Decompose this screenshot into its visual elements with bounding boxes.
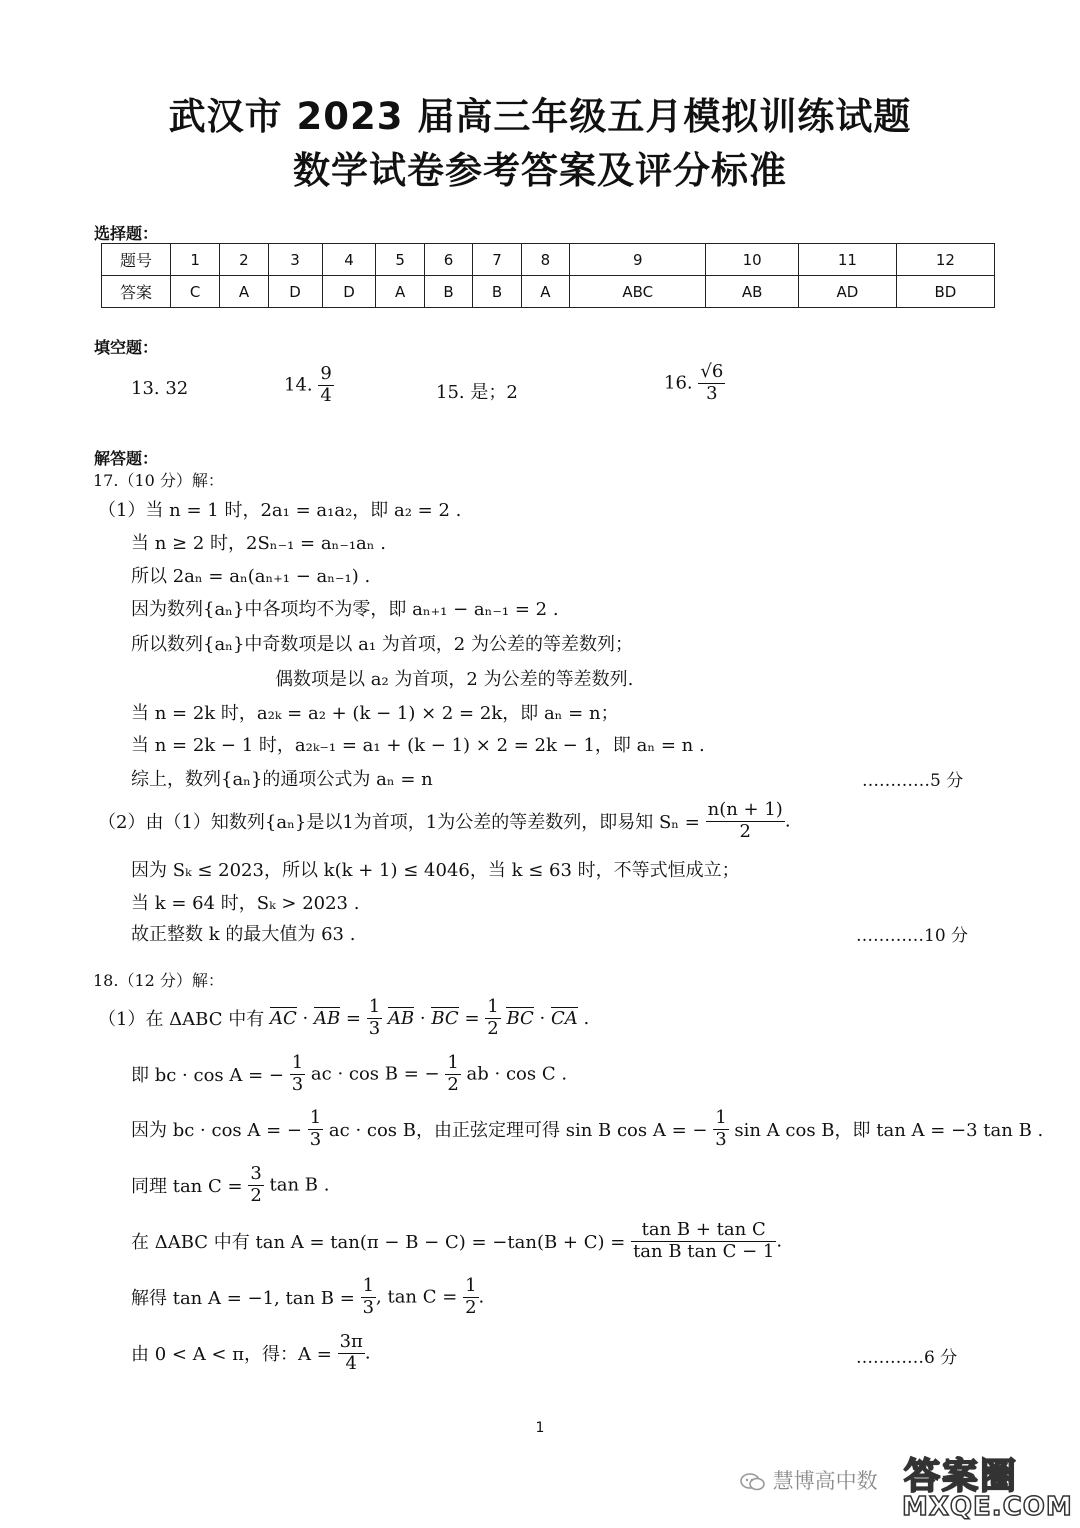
fill-answer-16	[664, 362, 725, 404]
frac-num: 3π	[339, 1331, 363, 1352]
frac-num: n(n + 1)	[707, 799, 783, 820]
q17-line-5: 所以数列{aₙ}中奇数项是以 a₁ 为首项，2 为公差的等差数列；	[131, 634, 633, 655]
answer-cell: D	[268, 276, 322, 308]
vector-ac: AC	[269, 1008, 297, 1030]
answer-cell: B	[424, 276, 472, 308]
q17-line-8: 当 n = 2k − 1 时，a₂ₖ₋₁ = a₁ + (k − 1) × 2 = 2k − 1，即 aₙ = n .	[131, 735, 705, 756]
frac-num: 9	[320, 363, 332, 384]
frac-num: 1	[447, 1052, 459, 1073]
q16-label: 16.	[664, 372, 693, 394]
frac-num: 1	[465, 1275, 477, 1296]
answer-table	[101, 243, 995, 308]
q17-line-9: 综上，数列{aₙ}的通项公式为 aₙ = n	[131, 769, 433, 790]
answer-cell: BD	[896, 276, 994, 308]
q18-line-4-a: 同理 tan C =	[131, 1176, 243, 1198]
question-number: 1	[171, 244, 220, 276]
period: .	[784, 810, 791, 832]
frac-den: 3	[706, 382, 718, 404]
watermark-logo	[900, 1448, 1076, 1524]
frac-den: 2	[487, 1017, 499, 1039]
frac-num: tan B + tan C	[631, 1220, 776, 1242]
one-half	[463, 1276, 478, 1318]
fill-heading: 填空题：	[94, 338, 159, 357]
answer-cell: B	[473, 276, 521, 308]
answer-cell: AD	[798, 276, 896, 308]
one-half	[445, 1053, 460, 1095]
period: .	[364, 1342, 371, 1364]
q17-line-7: 当 n = 2k 时，a₂ₖ = a₂ + (k − 1) × 2 = 2k，即 aₙ = n；	[131, 703, 619, 724]
table-row-numbers	[102, 244, 995, 276]
logo-top-text: 答案圈	[904, 1456, 1019, 1497]
q18-line-3-c: sin A cos B，即 tan A = −3 tan B .	[734, 1120, 1044, 1142]
q18-line-1	[98, 997, 589, 1039]
frac-den: 3	[362, 1296, 375, 1318]
q17-part2-text: （2）由（1）知数列{aₙ}是以1为首项，1为公差的等差数列，即易知 Sₙ =	[98, 812, 700, 834]
three-pi-over-four	[338, 1332, 365, 1374]
q17-line-3: 所以 2aₙ = aₙ(aₙ₊₁ − aₙ₋₁) .	[131, 566, 371, 587]
one-third	[290, 1053, 305, 1095]
q18-line-6-a: 解得 tan A = −1, tan B =	[131, 1288, 355, 1310]
one-half	[485, 997, 500, 1039]
frac-den: 3	[715, 1128, 727, 1150]
question-number: 11	[798, 244, 896, 276]
q17-line-4: 因为数列{aₙ}中各项均不为零，即 aₙ₊₁ − aₙ₋₁ = 2 .	[131, 599, 559, 620]
equals: =	[464, 1008, 480, 1030]
one-third	[361, 1276, 376, 1318]
doc-title-line2: 数学试卷参考答案及评分标准	[293, 149, 787, 192]
question-number: 12	[896, 244, 994, 276]
dot-op: ·	[419, 1008, 426, 1030]
choice-heading: 选择题：	[94, 224, 159, 243]
question-number: 6	[424, 244, 472, 276]
table-row-answers	[102, 276, 995, 308]
frac-num: 1	[362, 1275, 375, 1296]
period: .	[478, 1286, 485, 1308]
frac-num: 1	[368, 996, 381, 1017]
q16-fraction	[698, 362, 725, 404]
q17-line-1: （1）当 n = 1 时，2a₁ = a₁a₂，即 a₂ = 2 .	[98, 500, 462, 521]
frac-den: 3	[309, 1128, 322, 1150]
q17-line-6: 偶数项是以 a₂ 为首项，2 为公差的等差数列.	[275, 669, 634, 690]
frac-den: 2	[447, 1073, 459, 1095]
frac-den: 3	[368, 1017, 381, 1039]
q17-part2-line	[98, 800, 791, 842]
answer-cell: A	[220, 276, 268, 308]
row-label-number: 题号	[102, 244, 171, 276]
frac-num: 1	[291, 1052, 304, 1073]
frac-den: 2	[465, 1296, 477, 1318]
q18-heading: 18.（12 分）解：	[93, 971, 224, 990]
q18-line-6-b: , tan C =	[376, 1286, 458, 1308]
fill-answer-13: 13. 32	[131, 378, 189, 399]
question-number: 8	[521, 244, 569, 276]
frac-den: 3	[291, 1073, 304, 1095]
wechat-icon	[740, 1472, 766, 1492]
period: .	[583, 1008, 590, 1030]
fill-answer-14	[284, 364, 334, 406]
question-number: 5	[376, 244, 424, 276]
q18-line-3-b: ac · cos B，由正弦定理可得 sin B cos A = −	[328, 1120, 708, 1142]
q18-line-2-c: ab · cos C .	[466, 1063, 568, 1085]
frac-den: 4	[345, 1352, 357, 1374]
watermark-label: 慧博高中数	[772, 1469, 878, 1493]
frac-num: 3	[250, 1163, 262, 1184]
vector-bc: BC	[431, 1008, 459, 1030]
q18-line-7	[131, 1332, 371, 1374]
doc-title-line1: 武汉市 2023 届高三年级五月模拟训练试题	[168, 95, 912, 138]
logo-bottom-text: MXQE.COM	[902, 1492, 1073, 1522]
question-number: 2	[220, 244, 268, 276]
solve-heading: 解答题：	[94, 449, 159, 468]
answer-cell: ABC	[570, 276, 706, 308]
dot-op: ·	[539, 1008, 546, 1030]
q17-score-10: …………10 分	[856, 926, 969, 946]
answer-cell: C	[171, 276, 220, 308]
vector-ca: CA	[551, 1008, 578, 1030]
dot-op: ·	[302, 1008, 309, 1030]
q18-line-2-b: ac · cos B = −	[310, 1063, 440, 1085]
q18-line-5-a: 在 ΔABC 中有 tan A = tan(π − B − C) = −tan(B + C) =	[131, 1232, 626, 1254]
q18-line-7-a: 由 0 < A < π，得：A =	[131, 1344, 332, 1366]
fill-answer-15: 15. 是；2	[436, 382, 518, 403]
q17-line-10: 因为 Sₖ ≤ 2023，所以 k(k + 1) ≤ 4046，当 k ≤ 63 时，不等式恒成立；	[131, 860, 740, 881]
period: .	[776, 1230, 783, 1252]
answer-cell: A	[521, 276, 569, 308]
question-number: 9	[570, 244, 706, 276]
vector-ab: AB	[313, 1008, 341, 1030]
q14-label: 14.	[284, 374, 313, 396]
answer-cell: D	[322, 276, 376, 308]
question-number: 3	[268, 244, 322, 276]
question-number: 10	[706, 244, 799, 276]
q17-line-11: 当 k = 64 时，Sₖ > 2023 .	[131, 893, 360, 914]
frac-num: 1	[715, 1107, 727, 1128]
q18-score-6: …………6 分	[856, 1348, 958, 1368]
q18-line-5	[131, 1220, 782, 1262]
row-label-answer: 答案	[102, 276, 171, 308]
q17-heading: 17.（10 分）解：	[93, 471, 224, 490]
tan-fraction	[631, 1220, 776, 1262]
q14-fraction	[318, 364, 333, 406]
frac-den: tan B tan C − 1	[633, 1240, 775, 1262]
q17-line-12: 故正整数 k 的最大值为 63 .	[131, 924, 356, 945]
q18-line-3	[131, 1108, 1043, 1150]
frac-den: 2	[739, 820, 751, 842]
question-number: 4	[322, 244, 376, 276]
one-third	[367, 997, 382, 1039]
one-third	[713, 1108, 728, 1150]
q18-line-4	[131, 1164, 329, 1206]
frac-den: 4	[320, 384, 332, 406]
vector-ab: AB	[387, 1008, 415, 1030]
q18-line-4-b: tan B .	[269, 1174, 330, 1196]
q18-line-3-a: 因为 bc · cos A = −	[131, 1120, 302, 1142]
vector-bc: BC	[506, 1008, 534, 1030]
answer-cell: A	[376, 276, 424, 308]
three-halves	[248, 1164, 263, 1206]
page-number: 1	[535, 1420, 545, 1436]
q17-line-2: 当 n ≥ 2 时，2Sₙ₋₁ = aₙ₋₁aₙ .	[131, 533, 387, 554]
answer-cell: AB	[706, 276, 799, 308]
q18-line-2	[131, 1053, 567, 1095]
q17-score-5: …………5 分	[862, 771, 964, 791]
question-number: 7	[473, 244, 521, 276]
q18-line-2-a: 即 bc · cos A = −	[131, 1065, 284, 1087]
frac-den: 2	[250, 1184, 262, 1206]
watermark-text	[740, 1465, 878, 1495]
frac-num: √6	[700, 361, 724, 382]
equals: =	[345, 1008, 362, 1030]
one-third	[308, 1108, 323, 1150]
q18-line-6	[131, 1276, 484, 1318]
frac-num: 1	[309, 1107, 322, 1128]
q18-line-1-text: （1）在 ΔABC 中有	[98, 1009, 265, 1031]
sn-fraction	[706, 800, 785, 842]
frac-num: 1	[487, 996, 499, 1017]
